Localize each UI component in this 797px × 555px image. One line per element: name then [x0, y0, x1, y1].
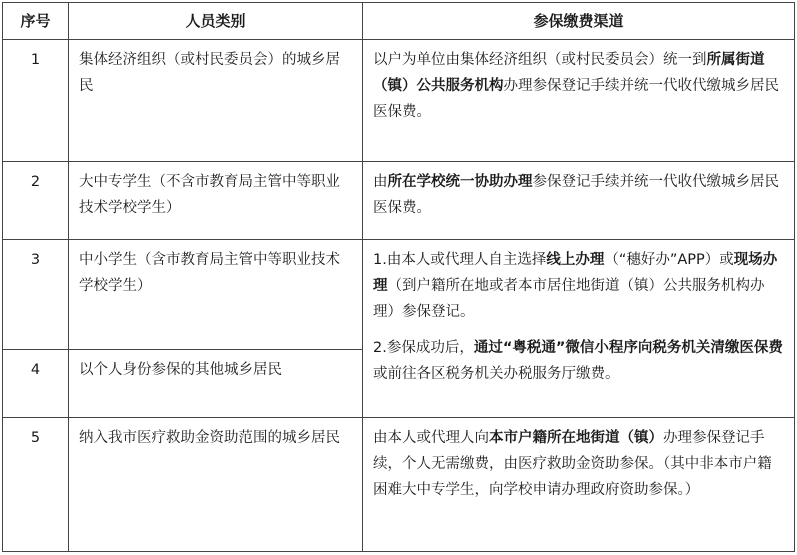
row-number: 2 — [3, 162, 69, 240]
row-category: 中小学生（含市教育局主管中等职业技术学校学生） — [69, 240, 363, 350]
row-number: 3 — [3, 240, 69, 350]
row-channel: 以户为单位由集体经济组织（或村民委员会）统一到所属街道（镇）公共服务机构办理参保登记手续并统一代收代缴城乡居民医保费。 — [363, 40, 795, 162]
table-row — [3, 162, 795, 240]
row-number: 4 — [3, 350, 69, 418]
table-row — [3, 240, 795, 350]
channel-step-2: 2.参保成功后，通过“粤税通”微信小程序向税务机关清缴医保费或前往各区税务机关办税服务厅缴费。 — [373, 340, 783, 382]
header-number: 序号 — [3, 3, 69, 40]
channel-step-1: 1.由本人或代理人自主选择线上办理（“穗好办”APP）或现场办理（到户籍所在地或者本市居住地街道（镇）公共服务机构办理）参保登记。 — [373, 252, 778, 320]
row-number: 1 — [3, 40, 69, 162]
row-category: 纳入我市医疗救助金资助范围的城乡居民 — [69, 418, 363, 552]
table-header-row — [3, 3, 795, 40]
row-category: 以个人身份参保的其他城乡居民 — [69, 350, 363, 418]
table-row — [3, 40, 795, 162]
row-channel: 由所在学校统一协助办理参保登记手续并统一代收代缴城乡居民医保费。 — [363, 162, 795, 240]
row-category: 集体经济组织（或村民委员会）的城乡居民 — [69, 40, 363, 162]
table-row — [3, 418, 795, 552]
header-channel: 参保缴费渠道 — [363, 3, 795, 40]
row-number: 5 — [3, 418, 69, 552]
row-channel-shared — [363, 240, 795, 418]
row-channel: 由本人或代理人向本市户籍所在地街道（镇）办理参保登记手续，个人无需缴费，由医疗救助金资助参保。（其中非本市户籍困难大中专学生，向学校申请办理政府资助参保。） — [363, 418, 795, 552]
channel-note: （其中非本市户籍困难大中专学生，向学校申请办理政府资助参保。） — [373, 456, 772, 498]
row-category: 大中专学生（不含市教育局主管中等职业技术学校学生） — [69, 162, 363, 240]
header-category: 人员类别 — [69, 3, 363, 40]
insurance-channel-table — [2, 2, 795, 552]
